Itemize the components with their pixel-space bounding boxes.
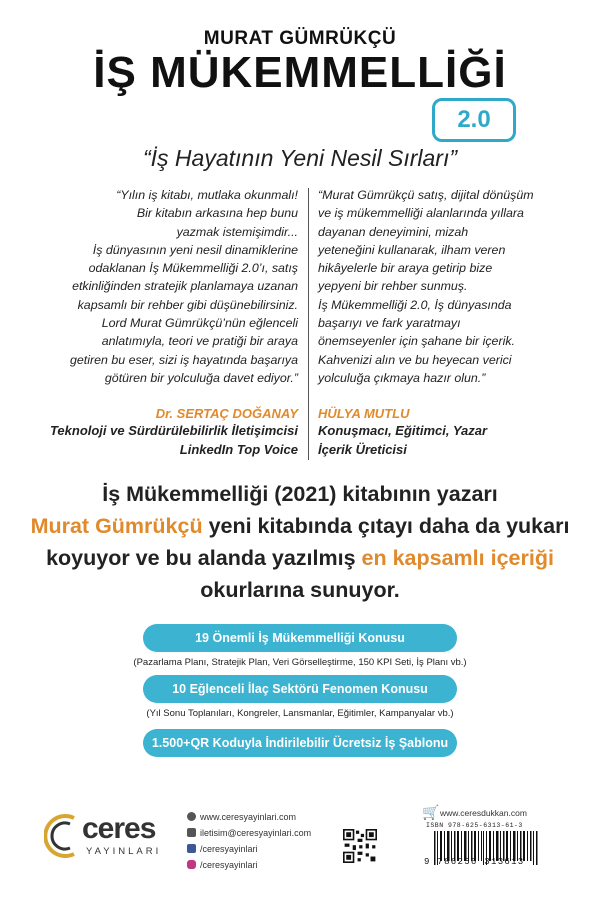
quote-line: yepyeni bir rehber sunmuş. [318, 279, 468, 294]
quote-line: Bir kitabın arkasına hep bunu [136, 206, 298, 221]
signature-right [318, 406, 580, 459]
quote-line: “Yılın iş kitabı, mutlaka okunmalı! [116, 188, 298, 202]
quote-line: etkinliğinden stratejik planlamaya uzanan [72, 279, 298, 294]
qr-code-icon[interactable] [343, 829, 377, 863]
reviewer-role: İçerik Üreticisi [318, 442, 407, 457]
barcode-number: 9 786256 313613 [424, 857, 525, 867]
quote-line: Lord Murat Gümrükçü’nün eğlenceli [101, 316, 298, 331]
reviewer-role: Teknoloji ve Sürdürülebilirlik İletişimcisi [49, 423, 298, 438]
contact-instagram[interactable] [187, 860, 258, 870]
isbn-label: ISBN 978-625-6313-61-3 [426, 822, 523, 829]
feature-detail: (Pazarlama Planı, Stratejik Plan, Veri Görselleştirme, 150 KPI Seti, İş Planı vb.) [133, 657, 467, 668]
version-badge: 2.0 [432, 98, 516, 142]
quote-line: götüren bir yolculuğa davet ediyor.” [104, 370, 298, 385]
quote-left [58, 186, 298, 387]
promo-line-rest: yeni kitabında çıtayı daha da yukarı [202, 514, 570, 538]
quote-line: “Murat Gümrükçü satış, dijital dönüşüm [318, 188, 534, 202]
publisher-logo-sub: YAYINLARI [86, 846, 162, 857]
ceres-logo-icon [44, 812, 82, 860]
globe-icon [187, 812, 196, 821]
feature-pill: 10 Eğlenceli İlaç Sektörü Fenomen Konusu [143, 675, 457, 703]
feature-detail: (Yıl Sonu Toplanıları, Kongreler, Lansmanlar, Eğitimler, Kampanyalar vb.) [146, 708, 454, 719]
quote-line: kapsamlı bir rehber gibi düşünebilirsiniz. [77, 297, 298, 312]
reviewer-name: Dr. SERTAÇ DOĞANAY [155, 406, 298, 421]
contact-email[interactable] [187, 828, 311, 838]
facebook-icon [187, 844, 196, 853]
contact-email-text: iletisim@ceresyayinlari.com [200, 828, 312, 838]
reviewer-role: LinkedIn Top Voice [179, 442, 298, 457]
author-name: MURAT GÜMRÜKÇÜ [203, 28, 397, 49]
contact-instagram-text: /ceresyayinlari [200, 860, 258, 870]
quote-line: İş Mükemmelliği 2.0, İş dünyasında [318, 297, 512, 312]
promo-text [0, 478, 600, 606]
quote-line: hikâyelerle bir araya getirip bize [318, 261, 493, 276]
promo-line-start: koyuyor ve bu alanda yazılmış [46, 546, 362, 570]
quote-line: önemseyenler için şahane bir içerik. [318, 334, 515, 349]
quote-line: yolculuğa çıkmaya hazır olun.” [318, 370, 486, 385]
book-title: İŞ MÜKEMMELLİĞİ [93, 48, 507, 97]
instagram-icon [187, 860, 196, 869]
shopping-cart-icon: 🛒 [422, 804, 440, 820]
contact-web-text: www.ceresyayinlari.com [200, 812, 297, 822]
book-subtitle: “İş Hayatının Yeni Nesil Sırları” [142, 145, 458, 171]
quote-line: odaklanan İş Mükemmelliği 2.0’ı, satış [88, 261, 298, 276]
promo-line: İş Mükemmelliği (2021) kitabının yazarı [102, 482, 498, 506]
promo-content-highlight: en kapsamlı içeriği [361, 546, 554, 570]
contact-facebook-text: /ceresyayinlari [200, 844, 258, 854]
quote-line: Kahvenizi alın ve bu heyecan verici [318, 352, 512, 367]
quote-line: getiren bu eser, sizi iş hayatında başarıya [70, 352, 298, 367]
mail-icon [187, 828, 196, 837]
quote-line: İş dünyasının yeni nesil dinamiklerine [92, 242, 298, 257]
contact-web[interactable] [187, 812, 296, 822]
quote-line: dayanan deneyimini, mizah [318, 224, 469, 239]
shop-url[interactable]: www.ceresdukkan.com [440, 808, 527, 818]
quote-divider [308, 188, 309, 460]
quote-line: yeteneğini kullanarak, ilham veren [318, 242, 506, 257]
promo-line [0, 510, 600, 542]
publisher-logo-text: ceres [82, 812, 156, 845]
promo-line [0, 542, 600, 574]
feature-pill: 1.500+QR Koduyla İndirilebilir Ücretsiz İş Şablonu [143, 729, 457, 757]
quote-line: anlatımıyla, teori ve pratiği bir araya [101, 334, 298, 349]
quote-line: ve iş mükemmelliği alanlarında yıllara [318, 206, 524, 221]
feature-pill: 19 Önemli İş Mükemmelliği Konusu [143, 624, 457, 652]
reviewer-role: Konuşmacı, Eğitimci, Yazar [318, 423, 488, 438]
quote-line: başarıyı ve fark yaratmayı [318, 316, 461, 331]
contact-facebook[interactable] [187, 844, 258, 854]
promo-author-highlight: Murat Gümrükçü [30, 514, 203, 538]
quote-right [318, 186, 580, 387]
quote-line: yazmak istemişimdir... [176, 224, 298, 239]
signature-left [40, 406, 298, 459]
reviewer-name: HÜLYA MUTLU [318, 406, 410, 421]
promo-line: okurlarına sunuyor. [200, 578, 400, 602]
